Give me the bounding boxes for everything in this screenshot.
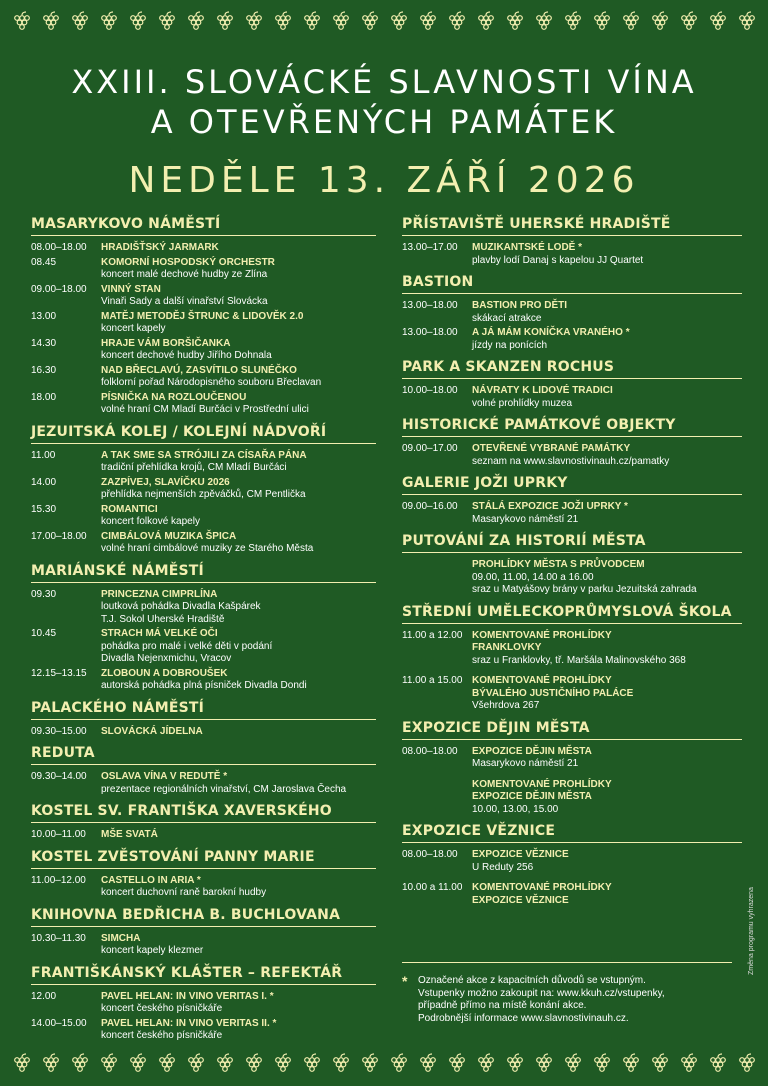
event-description: Všehrdova 267 <box>472 700 540 711</box>
top-grape-border <box>0 8 768 34</box>
event-description: U Reduty 256 <box>472 861 534 873</box>
event-time: 09.00–17.00 <box>402 443 458 454</box>
program-section <box>402 359 742 410</box>
event-name: ZAZPÍVEJ, SLAVÍČKU 2026 <box>101 476 230 488</box>
event-time: 14.00–15.00 <box>31 1017 87 1029</box>
event-name: PAVEL HELAN: IN VINO VERITAS II. * <box>101 1017 277 1029</box>
program-section <box>31 424 376 556</box>
event-row <box>402 559 742 597</box>
footnote-line: Podrobnější informace www.slavnostivinauh.cz. <box>418 1012 629 1024</box>
event-row <box>31 284 376 309</box>
grape-cluster-icon <box>388 1052 410 1074</box>
event-description: přehlídka nejmenších zpěváčků, CM Pentlička <box>101 489 306 500</box>
event-row <box>402 385 742 410</box>
event-name: OTEVŘENÉ VYBRANÉ PAMÁTKY <box>472 443 631 454</box>
event-description: Divadla Nejenxmichu, Vracov <box>101 653 232 664</box>
event-description: Masarykovo náměstí 21 <box>472 758 579 769</box>
event-description: koncert kapely <box>101 323 166 334</box>
grape-cluster-icon <box>272 1052 294 1074</box>
grape-cluster-icon <box>98 1052 120 1074</box>
event-name: EXPOZICE DĚJIN MĚSTA <box>472 745 592 757</box>
event-body <box>101 726 376 739</box>
program-section <box>402 475 742 526</box>
event-name: KOMENTOVANÉ PROHLÍDKY <box>472 778 612 790</box>
event-time: 13.00 <box>31 310 57 322</box>
event-body <box>101 338 376 363</box>
footnote-text <box>418 975 665 1025</box>
event-row <box>31 338 376 363</box>
event-time: 10.00–11.00 <box>31 829 86 840</box>
event-time <box>402 779 472 817</box>
event-time: 09.30–14.00 <box>31 771 87 782</box>
event-row <box>31 365 376 390</box>
grape-cluster-icon <box>504 1052 526 1074</box>
event-time: 10.30–11.30 <box>31 932 86 944</box>
event-body <box>472 443 742 468</box>
event-description: sraz u Franklovky, tř. Maršála Malinovského 368 <box>472 654 686 666</box>
event-row <box>402 746 742 771</box>
grape-cluster-icon <box>359 10 381 32</box>
event-body <box>472 882 742 907</box>
grape-cluster-icon <box>156 1052 178 1074</box>
event-time: 13.00–17.00 <box>402 242 458 253</box>
event-row <box>402 675 742 713</box>
event-body <box>101 365 376 390</box>
event-description: Vinaři Sady a další vinařství Slovácka <box>101 296 268 307</box>
event-description: T.J. Sokol Uherské Hradiště <box>101 613 225 625</box>
program-section <box>402 417 742 468</box>
section-heading: KNIHOVNA BEDŘICHA B. BUCHLOVANA <box>31 907 376 927</box>
section-heading: PŘÍSTAVIŠTĚ UHERSKÉ HRADIŠTĚ <box>402 216 742 236</box>
event-time: 08.00–18.00 <box>402 745 458 757</box>
section-heading: EXPOZICE VĚZNICE <box>402 823 742 843</box>
event-body <box>472 501 742 526</box>
program-section <box>31 907 376 958</box>
event-body <box>101 875 376 900</box>
event-description: volné hraní cimbálové muziky ze Starého Města <box>101 543 314 554</box>
event-row <box>31 392 376 417</box>
section-heading: PARK A SKANZEN ROCHUS <box>402 359 742 379</box>
grape-cluster-icon <box>301 1052 323 1074</box>
grape-cluster-icon <box>127 1052 149 1074</box>
event-row <box>31 257 376 282</box>
event-time: 14.00 <box>31 476 57 488</box>
section-heading: BASTION <box>402 274 742 294</box>
grape-cluster-icon <box>533 1052 555 1074</box>
event-row <box>31 504 376 529</box>
grape-cluster-icon <box>69 10 91 32</box>
event-name: OSLAVA VÍNA V REDUTĚ * <box>101 771 228 782</box>
grape-cluster-icon <box>243 1052 265 1074</box>
event-body <box>472 327 742 352</box>
event-time: 12.00 <box>31 990 57 1002</box>
event-description: 10.00, 13.00, 15.00 <box>472 803 559 815</box>
bottom-grape-border <box>0 1050 768 1076</box>
event-name: MŠE SVATÁ <box>101 829 158 840</box>
event-body <box>101 504 376 529</box>
event-description: tradiční přehlídka krojů, CM Mladí Burčáci <box>101 462 287 473</box>
event-time: 09.00–18.00 <box>31 283 87 295</box>
grape-cluster-icon <box>678 10 700 32</box>
footnote-line: případně přímo na místě konání akce. <box>418 1000 587 1011</box>
event-description: Masarykovo náměstí 21 <box>472 513 579 525</box>
event-name: KOMORNÍ HOSPODSKÝ ORCHESTR <box>101 256 275 268</box>
event-time: 13.00–18.00 <box>402 300 458 311</box>
program-section <box>402 720 742 817</box>
event-body <box>101 628 376 666</box>
grape-cluster-icon <box>649 10 671 32</box>
event-time: 10.00 a 11.00 <box>402 882 463 893</box>
event-row <box>31 991 376 1016</box>
grape-cluster-icon <box>591 1052 613 1074</box>
event-description: volné hraní CM Mladí Burčáci v Prostřední ulici <box>101 404 309 415</box>
event-row <box>31 311 376 336</box>
event-description: jízdy na ponících <box>472 339 548 351</box>
event-row <box>31 477 376 502</box>
section-heading: REDUTA <box>31 745 376 765</box>
section-heading: EXPOZICE DĚJIN MĚSTA <box>402 720 742 740</box>
grape-cluster-icon <box>69 1052 91 1074</box>
event-name: FRANKLOVKY <box>472 642 542 653</box>
grape-cluster-icon <box>185 10 207 32</box>
grape-cluster-icon <box>562 1052 584 1074</box>
event-name: HRAJE VÁM BORŠIČANKA <box>101 337 231 349</box>
grape-cluster-icon <box>504 10 526 32</box>
grape-cluster-icon <box>533 10 555 32</box>
event-row <box>31 628 376 666</box>
event-body <box>472 746 742 771</box>
grape-cluster-icon <box>620 1052 642 1074</box>
event-name: MATĚJ METODĚJ ŠTRUNC & LIDOVĚK 2.0 <box>101 310 304 322</box>
event-row <box>402 443 742 468</box>
event-body <box>101 933 376 958</box>
title-line-2: A OTEVŘENÝCH PAMÁTEK <box>150 103 618 141</box>
event-name: EXPOZICE VĚZNICE <box>472 894 569 906</box>
section-heading: KOSTEL SV. FRANTIŠKA XAVERSKÉHO <box>31 803 376 823</box>
side-note: Změna programu vyhrazena <box>748 887 755 975</box>
event-time: 16.30 <box>31 364 57 376</box>
event-description: plavby lodí Danaj s kapelou JJ Quartet <box>472 254 644 266</box>
event-description: koncert malé dechové hudby ze Zlína <box>101 269 268 280</box>
event-name: CIMBÁLOVÁ MUZIKA ŠPICA <box>101 530 237 542</box>
poster-title <box>0 62 768 142</box>
section-heading: STŘEDNÍ UMĚLECKOPRŮMYSLOVÁ ŠKOLA <box>402 604 742 624</box>
event-row <box>31 589 376 627</box>
event-body <box>101 284 376 309</box>
section-heading: MARIÁNSKÉ NÁMĚSTÍ <box>31 563 376 583</box>
grape-cluster-icon <box>11 10 33 32</box>
event-description: seznam na www.slavnostivinauh.cz/pamatky <box>472 455 670 467</box>
event-name: A TAK SME SA STRÓJILI ZA CÍSAŘA PÁNA <box>101 449 307 461</box>
section-heading: KOSTEL ZVĚSTOVÁNÍ PANNY MARIE <box>31 849 376 869</box>
program-section <box>31 965 376 1043</box>
grape-cluster-icon <box>185 1052 207 1074</box>
event-body <box>101 771 376 796</box>
section-heading: GALERIE JOŽI UPRKY <box>402 475 742 495</box>
grape-cluster-icon <box>243 10 265 32</box>
event-body <box>472 559 742 597</box>
grape-cluster-icon <box>707 10 729 32</box>
event-body <box>472 300 742 325</box>
section-heading: FRANTIŠKÁNSKÝ KLÁŠTER – REFEKTÁŘ <box>31 965 376 985</box>
event-body <box>101 589 376 627</box>
grape-cluster-icon <box>707 1052 729 1074</box>
title-line-1: XXIII. SLOVÁCKÉ SLAVNOSTI VÍNA <box>71 63 697 101</box>
event-body <box>101 829 376 842</box>
grape-cluster-icon <box>40 1052 62 1074</box>
event-description: koncert českého písničkáře <box>101 1030 223 1041</box>
event-time: 08.45 <box>31 256 57 268</box>
event-row <box>31 1018 376 1043</box>
grape-cluster-icon <box>649 1052 671 1074</box>
grape-cluster-icon <box>330 10 352 32</box>
section-heading: PUTOVÁNÍ ZA HISTORIÍ MĚSTA <box>402 533 742 553</box>
event-description: koncert dechové hudby Jiřího Dohnala <box>101 350 272 361</box>
event-name: SIMCHA <box>101 932 141 944</box>
grape-cluster-icon <box>359 1052 381 1074</box>
event-time: 09.30 <box>31 588 57 600</box>
event-name: PAVEL HELAN: IN VINO VERITAS I. * <box>101 990 274 1002</box>
event-description: volné prohlídky muzea <box>472 397 573 409</box>
event-name: PÍSNIČKA NA ROZLOUČENOU <box>101 391 247 403</box>
event-time: 11.00 <box>31 449 56 461</box>
event-body <box>472 675 742 713</box>
event-row <box>31 933 376 958</box>
event-name: ROMANTICI <box>101 503 158 515</box>
event-body <box>101 257 376 282</box>
event-time: 15.30 <box>31 503 57 515</box>
event-body <box>101 531 376 556</box>
event-description: sraz u Matyášovy brány v parku Jezuitská zahrada <box>472 584 697 595</box>
event-row <box>31 531 376 556</box>
grape-cluster-icon <box>620 10 642 32</box>
event-body <box>101 668 376 693</box>
event-name: STÁLÁ EXPOZICE JOŽI UPRKY * <box>472 501 628 512</box>
program-section <box>402 823 742 907</box>
event-row <box>402 630 742 668</box>
event-body <box>472 242 742 267</box>
grape-cluster-icon <box>678 1052 700 1074</box>
event-name: KOMENTOVANÉ PROHLÍDKY <box>472 882 612 893</box>
program-section <box>31 563 376 693</box>
event-name: PRINCEZNA CIMPRLÍNA <box>101 588 218 600</box>
program-section <box>402 604 742 713</box>
event-time <box>402 559 472 597</box>
grape-cluster-icon <box>214 1052 236 1074</box>
event-description: skákací atrakce <box>472 312 542 324</box>
event-time: 18.00 <box>31 391 57 403</box>
event-row <box>31 726 376 739</box>
event-time: 11.00 a 15.00 <box>402 675 463 686</box>
event-description: 09.00, 11.00, 14.00 a 16.00 <box>472 571 594 583</box>
event-row <box>31 875 376 900</box>
footnote-line: Vstupenky možno zakoupit na: www.kkuh.cz/vstupenky, <box>418 987 665 999</box>
event-time: 11.00–12.00 <box>31 874 86 886</box>
event-body <box>472 385 742 410</box>
grape-cluster-icon <box>591 10 613 32</box>
event-row <box>402 242 742 267</box>
event-description: koncert kapely klezmer <box>101 945 204 956</box>
section-heading: JEZUITSKÁ KOLEJ / KOLEJNÍ NÁDVOŘÍ <box>31 424 376 444</box>
section-heading: MASARYKOVO NÁMĚSTÍ <box>31 216 376 236</box>
footnote <box>402 962 732 1025</box>
grape-cluster-icon <box>388 10 410 32</box>
event-time: 12.15–13.15 <box>31 667 87 679</box>
event-description: loutková pohádka Divadla Kašpárek <box>101 601 261 612</box>
event-time: 14.30 <box>31 337 57 349</box>
footnote-line: Označené akce z kapacitních důvodů se vstupným. <box>418 975 646 986</box>
event-body <box>101 450 376 475</box>
event-row <box>402 849 742 874</box>
grape-cluster-icon <box>330 1052 352 1074</box>
event-description: folklorní pořad Národopisného souboru Břeclavan <box>101 377 322 388</box>
grape-cluster-icon <box>446 1052 468 1074</box>
event-time: 09.30–15.00 <box>31 725 87 737</box>
event-time: 17.00–18.00 <box>31 530 87 542</box>
event-name: BASTION PRO DĚTI <box>472 300 568 311</box>
grape-cluster-icon <box>40 10 62 32</box>
right-column <box>402 216 742 914</box>
event-row <box>402 327 742 352</box>
grape-cluster-icon <box>562 10 584 32</box>
event-name: KOMENTOVANÉ PROHLÍDKY <box>472 629 612 641</box>
event-name: HRADIŠŤSKÝ JARMARK <box>101 242 219 253</box>
event-time: 09.00–16.00 <box>402 501 458 512</box>
grape-cluster-icon <box>301 10 323 32</box>
grape-cluster-icon <box>156 10 178 32</box>
event-time: 08.00–18.00 <box>402 849 458 860</box>
event-row <box>402 779 742 817</box>
program-section <box>402 533 742 597</box>
event-name: PROHLÍDKY MĚSTA S PRŮVODCEM <box>472 559 645 570</box>
grape-cluster-icon <box>446 10 468 32</box>
grape-cluster-icon <box>417 10 439 32</box>
event-time: 10.00–18.00 <box>402 385 458 396</box>
program-section <box>402 274 742 352</box>
event-date: NEDĚLE 13. ZÁŘÍ 2026 <box>128 160 640 201</box>
event-body <box>101 392 376 417</box>
grape-cluster-icon <box>98 10 120 32</box>
event-name: KOMENTOVANÉ PROHLÍDKY <box>472 675 612 686</box>
event-name: EXPOZICE VĚZNICE <box>472 849 569 860</box>
grape-cluster-icon <box>11 1052 33 1074</box>
event-body <box>472 779 742 817</box>
event-row <box>31 771 376 796</box>
grape-cluster-icon <box>736 1052 758 1074</box>
event-name: MUZIKANTSKÉ LODĚ * <box>472 242 582 253</box>
program-section <box>31 700 376 739</box>
left-column <box>31 216 376 1050</box>
grape-cluster-icon <box>417 1052 439 1074</box>
event-time: 08.00–18.00 <box>31 242 87 253</box>
event-name: BÝVALÉHO JUSTIČNÍHO PALÁCE <box>472 687 634 699</box>
program-section <box>31 745 376 796</box>
event-body <box>472 630 742 668</box>
grape-cluster-icon <box>214 10 236 32</box>
event-body <box>101 477 376 502</box>
event-time: 11.00 a 12.00 <box>402 629 463 641</box>
grape-cluster-icon <box>272 10 294 32</box>
event-body <box>101 311 376 336</box>
event-time: 13.00–18.00 <box>402 327 458 338</box>
event-name: SLOVÁCKÁ JÍDELNA <box>101 725 203 737</box>
event-name: ZLOBOUN A DOBROUŠEK <box>101 667 228 679</box>
event-description: pohádka pro malé i velké děti v podání <box>101 640 273 652</box>
event-description: autorská pohádka plná písniček Divadla Dondi <box>101 680 307 691</box>
grape-cluster-icon <box>127 10 149 32</box>
event-body <box>101 991 376 1016</box>
event-body <box>101 242 376 255</box>
event-description: koncert duchovní raně barokní hudby <box>101 887 267 898</box>
event-name: VINNÝ STAN <box>101 283 161 295</box>
grape-cluster-icon <box>475 1052 497 1074</box>
event-name: NAD BŘECLAVÚ, ZASVÍTILO SLUNÉČKO <box>101 364 297 376</box>
program-section <box>31 216 376 417</box>
grape-cluster-icon <box>736 10 758 32</box>
event-description: koncert českého písničkáře <box>101 1003 223 1014</box>
event-description: koncert folkové kapely <box>101 516 200 527</box>
event-name: STRACH MÁ VELKÉ OČI <box>101 628 218 639</box>
event-time: 10.45 <box>31 628 57 639</box>
event-row <box>31 450 376 475</box>
event-name: A JÁ MÁM KONÍČKA VRANÉHO * <box>472 327 630 338</box>
event-row <box>31 829 376 842</box>
section-heading: PALACKÉHO NÁMĚSTÍ <box>31 700 376 720</box>
event-row <box>402 882 742 907</box>
event-description: prezentace regionálních vinařství, CM Jaroslava Čecha <box>101 783 347 795</box>
grape-cluster-icon <box>475 10 497 32</box>
section-heading: HISTORICKÉ PAMÁTKOVÉ OBJEKTY <box>402 417 742 437</box>
event-name: CASTELLO IN ARIA * <box>101 874 201 886</box>
event-row <box>402 300 742 325</box>
footnote-star: * <box>402 973 408 989</box>
event-body <box>472 849 742 874</box>
event-name: NÁVRATY K LIDOVÉ TRADICI <box>472 385 613 396</box>
event-body <box>101 1018 376 1043</box>
event-row <box>31 668 376 693</box>
program-section <box>402 216 742 267</box>
event-row <box>402 501 742 526</box>
event-name: EXPOZICE DĚJIN MĚSTA <box>472 791 592 802</box>
event-row <box>31 242 376 255</box>
program-section <box>31 849 376 900</box>
program-section <box>31 803 376 842</box>
